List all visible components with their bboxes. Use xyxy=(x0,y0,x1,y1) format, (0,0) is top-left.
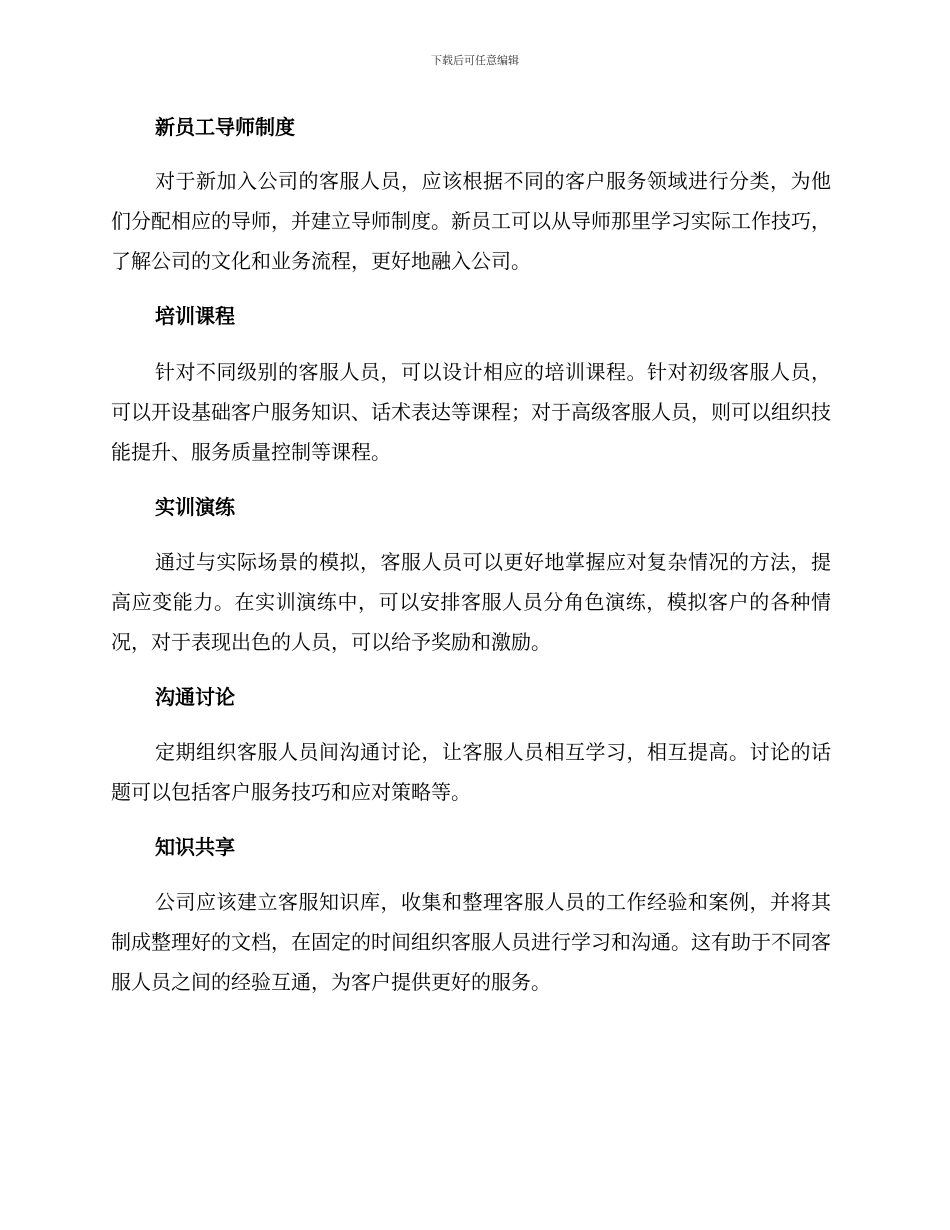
section-heading-mentor-system: 新员工导师制度 xyxy=(155,115,295,139)
section-heading-training-courses: 培训课程 xyxy=(155,304,235,328)
section-body-training-courses: 针对不同级别的客服人员，可以设计相应的培训课程。针对初级客服人员，可以开设基础客户服务知识、话术表达等课程；对于高级客服人员，则可以组织技能提升、服务质量控制等课程。 xyxy=(111,360,831,464)
section-heading-knowledge-sharing: 知识共享 xyxy=(155,835,235,859)
section-body-mentor-system: 对于新加入公司的客服人员，应该根据不同的客户服务领域进行分类，为他们分配相应的导师，并建立导师制度。新员工可以从导师那里学习实际工作技巧，了解公司的文化和业务流程，更好地融入公司。 xyxy=(111,169,831,273)
section-body-communication: 定期组织客服人员间沟通讨论，让客服人员相互学习，相互提高。讨论的话题可以包括客户服务技巧和应对策略等。 xyxy=(111,740,831,804)
section-heading-communication: 沟通讨论 xyxy=(155,685,235,709)
section-body-practical-drills: 通过与实际场景的模拟，客服人员可以更好地掌握应对复杂情况的方法，提高应变能力。在实训演练中，可以安排客服人员分角色演练，模拟客户的各种情况，对于表现出色的人员，可以给予奖励和激励。 xyxy=(111,550,831,654)
document-content xyxy=(111,107,831,1002)
section-body-knowledge-sharing: 公司应该建立客服知识库，收集和整理客服人员的工作经验和案例，并将其制成整理好的文档，在固定的时间组织客服人员进行学习和沟通。这有助于不同客服人员之间的经验互通，为客户提供更好的服务。 xyxy=(111,890,831,994)
page-header: 下载后可任意编辑 xyxy=(431,54,519,67)
section-heading-practical-drills: 实训演练 xyxy=(155,495,235,519)
